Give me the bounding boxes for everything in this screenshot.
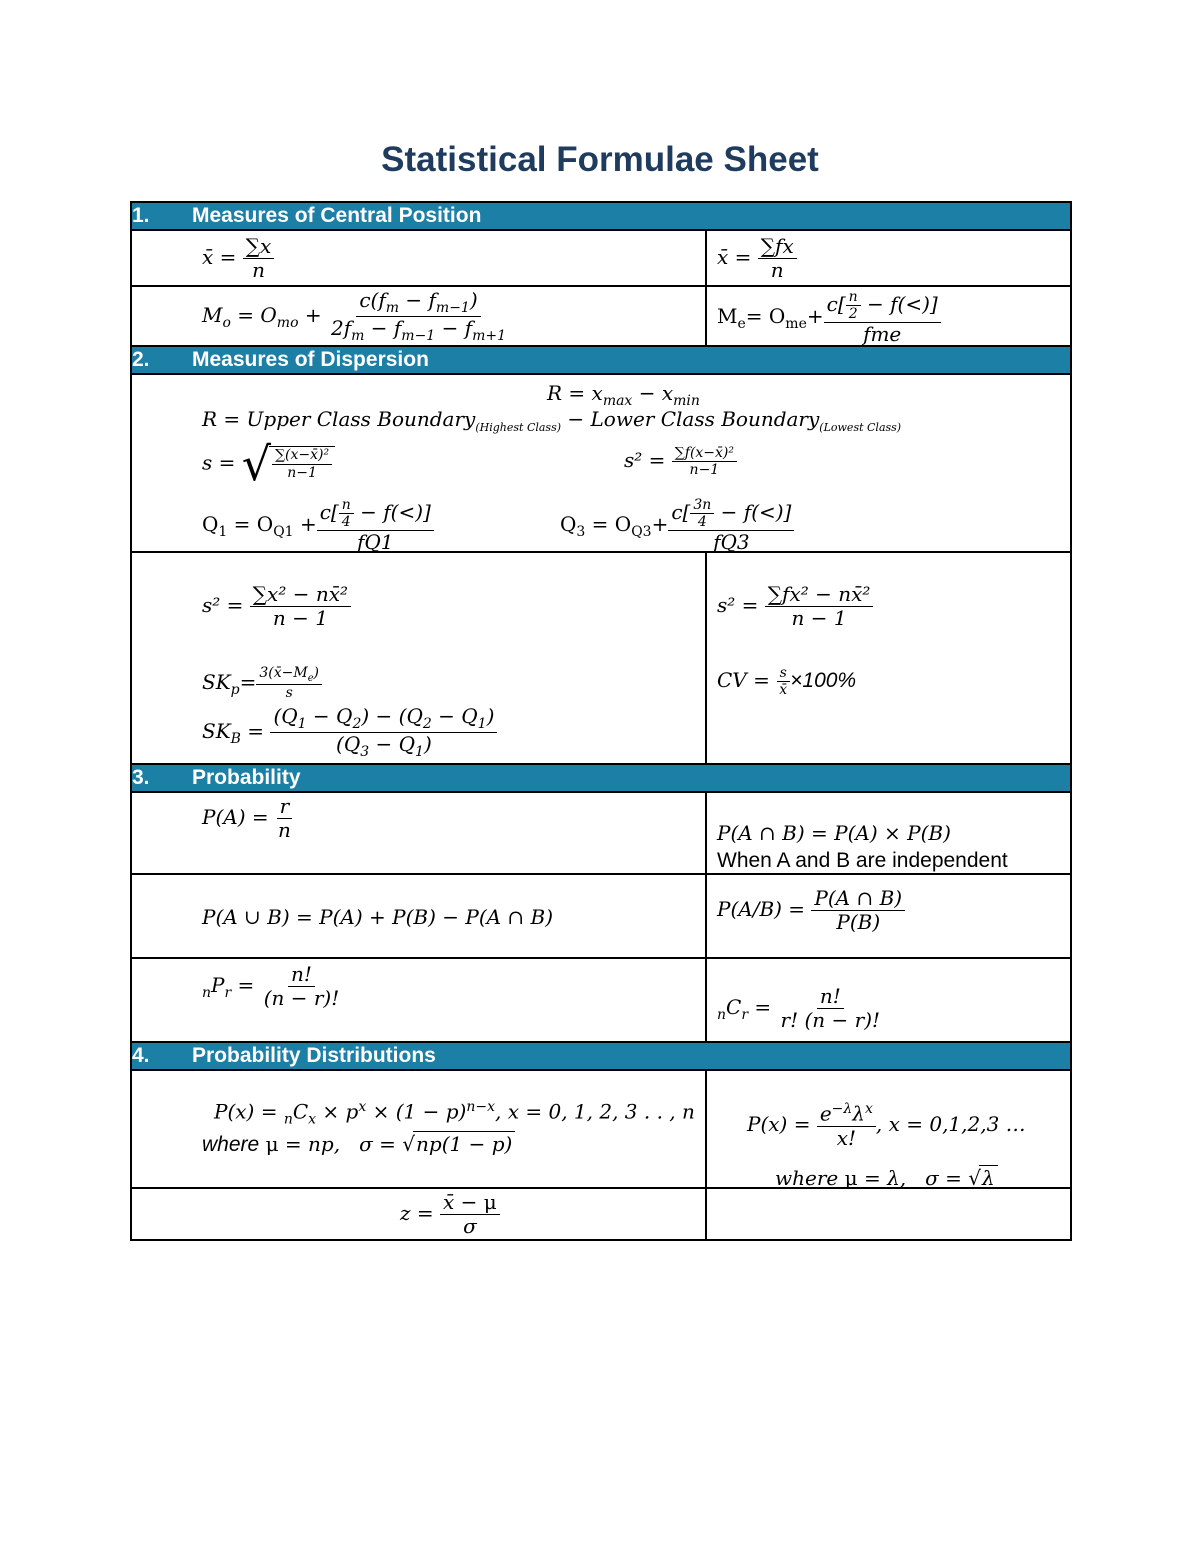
section-header-probability: 3. Probability xyxy=(131,764,1071,792)
variance-cv-formulas xyxy=(706,552,1071,764)
variance-skewness-formulas xyxy=(131,552,706,764)
formula-table xyxy=(130,201,1072,1241)
formula-q3: $Q_3 = O_{Q3}+$ c[ $\frac{3n}{4}$ − f(<)] fQ3 xyxy=(560,497,794,554)
formula-poisson: P(x) = $\frac{e^{-\lambda}\lambda^x}{x!}$ , x = 0,1,2,3 … where μ = λ, σ = √λ xyxy=(706,1070,1071,1188)
formula-variance-grouped-short: s² = $\frac{\text{∑fx² − nx̄²}}{n - 1}$ xyxy=(717,583,873,630)
formula-mode: $M_o = O_{mo}$ + $\frac{c(f_m - f_{m-1})}{2f_m - f_{m-1} - f_{m+1}}$ xyxy=(131,286,706,346)
formula-variance-grouped: s² = $\frac{\text{∑f(x−x̄)²}}{n-1}$ xyxy=(624,445,737,478)
formula-z-score: z = $\frac{x̄ - \mu}{\sigma}$ xyxy=(131,1188,706,1240)
formula-combination: $_nC_r$ = $\frac{n!}{r! (n - r)!}$ xyxy=(706,958,1071,1042)
formula-mean-grouped: x̄ = $\frac{\sum fx}{n}$ xyxy=(706,230,1071,286)
formula-pearson-skew: $SK_p=$ $\frac{3(x̄-M_e)}{s}$ xyxy=(202,665,322,701)
section-header-distributions: 4. Probability Distributions xyxy=(131,1042,1071,1070)
page-title: Statistical Formulae Sheet xyxy=(381,140,819,179)
formula-mean-ungrouped: x̄ = $\frac{\sum x}{n}$ xyxy=(131,230,706,286)
formula-variance-short: s² = $\frac{\text{∑x² − nx̄²}}{n - 1}$ xyxy=(202,583,351,630)
empty-cell xyxy=(706,1188,1071,1240)
formula-range-class: R = Upper Class Boundary$_{(Highest Class)}$ − Lower Class Boundary$_{(Lowest Class)}$ xyxy=(202,407,902,434)
formula-prob-union: P(A ∪ B) = P(A) + P(B) − P(A ∩ B) xyxy=(131,874,706,958)
dispersion-formulas xyxy=(131,374,1071,555)
formula-bowley-skew: $SK_B$ = $\frac{(Q_1 - Q_2) - (Q_2 - Q_1)}{(Q_3 - Q_1)}$ xyxy=(202,705,497,760)
formula-median: $M_e= O_{me}+$ c[ $\frac{n}{2}$ − f(<)] fme xyxy=(706,286,1071,346)
formula-prob-independent: P(A ∩ B) = P(A) × P(B) When A and B are independent xyxy=(706,792,1071,874)
formula-range: $R = x_{max} - x_{min}$ xyxy=(547,381,700,409)
section-header-dispersion: 2. Measures of Dispersion xyxy=(131,346,1071,374)
section-header-central-position: 1. Measures of Central Position xyxy=(131,202,1071,230)
formula-q1: $Q_1 = O_{Q1}$ + c[ $\frac{n}{4}$ − f(<)] fQ1 xyxy=(202,497,434,554)
formula-permutation: $_nP_r$ = $\frac{n!}{(n - r)!}$ xyxy=(131,958,706,1042)
formula-std-dev: s = √ $\frac{\text{∑(x−x̄)²}}{n-1}$ xyxy=(202,441,335,487)
formula-prob-classical: P(A) = $\frac{r}{n}$ xyxy=(131,792,706,874)
formula-prob-conditional: P(A/B) = $\frac{P(A \cap B)}{P(B)}$ xyxy=(706,874,1071,958)
formula-binomial: $P(x) = _nC_x \times p^x \times (1 - p)^{n-x}$, x = 0, 1, 2, 3 . . , n where μ = np, σ = √np(1 − p) xyxy=(131,1070,706,1188)
formula-coefficient-variation: CV = $\frac{s}{x̄}$ ×100% xyxy=(717,665,857,699)
